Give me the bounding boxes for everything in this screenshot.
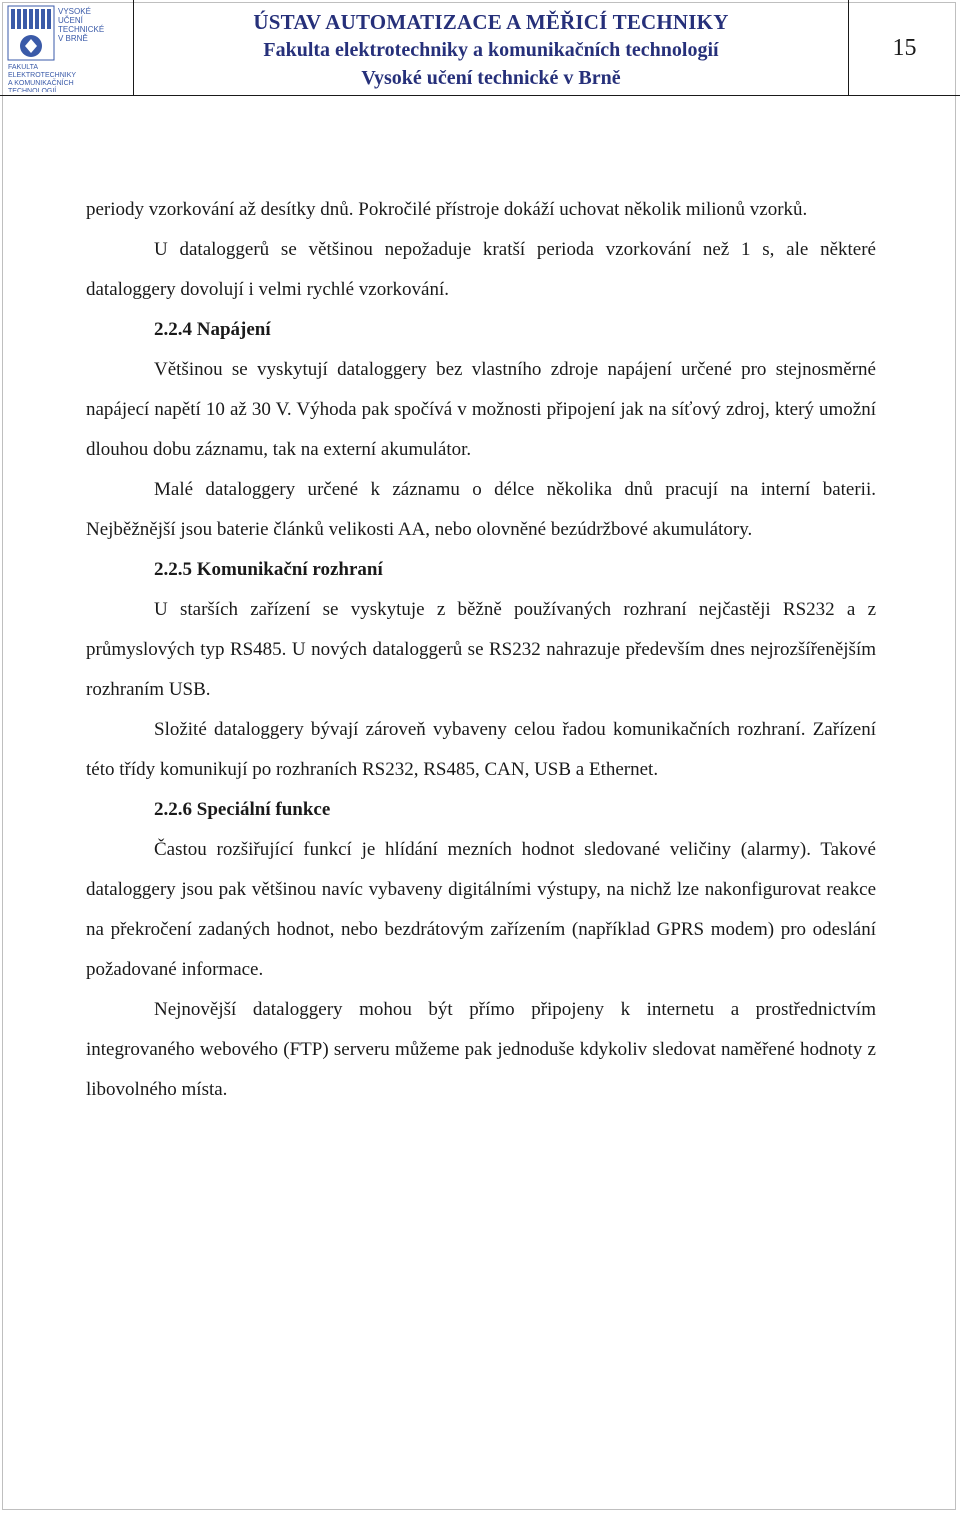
paragraph: Malé dataloggery určené k záznamu o délce několika dnů pracují na interní baterii. Nejběžnější jsou baterie článků velikosti AA, nebo olovněné bezúdržbové akumulátory. (86, 479, 876, 540)
logo-top-line-4: V BRNĚ (58, 34, 88, 43)
document-body (86, 190, 876, 1110)
university-logo (0, 0, 134, 96)
logo-top-line-3: TECHNICKÉ (58, 25, 105, 34)
section-heading-komunikacni-rozhrani: 2.2.5 Komunikační rozhraní (154, 559, 383, 580)
page-number: 15 (848, 0, 960, 96)
paragraph: Častou rozšiřující funkcí je hlídání mezních hodnot sledované veličiny (alarmy). Takové dataloggery jsou pak většinou navíc vybaveny digitálními výstupy, na nichž lze nakonfigurovat reakce na překročení zadaných hodnot, nebo bezdrátovým zařízením (například GPRS modem) pro odeslání požadované informace. (86, 839, 876, 980)
logo-graphic (6, 4, 128, 92)
logo-top-line-1: VYSOKÉ (58, 7, 91, 16)
institute-name: ÚSTAV AUTOMATIZACE A MĚŘICÍ TECHNIKY (253, 10, 729, 34)
university-name: Vysoké učení technické v Brně (361, 67, 621, 89)
logo-bottom-line-1: FAKULTA (8, 64, 39, 71)
page-header (0, 0, 960, 96)
header-titles (134, 8, 848, 92)
section-heading-napajeni: 2.2.4 Napájení (154, 319, 271, 340)
logo-bottom-line-3: A KOMUNIKAČNÍCH (8, 80, 74, 87)
section-heading-specialni-funkce: 2.2.6 Speciální funkce (154, 799, 331, 820)
paragraph: U starších zařízení se vyskytuje z běžně používaných rozhraní nejčastěji RS232 a z průmyslových typ RS485. U nových dataloggerů se RS232 nahrazuje především dnes nejrozšířenějším rozhraním USB. (86, 599, 876, 700)
logo-top-line-2: UČENÍ (58, 16, 83, 25)
paragraph: U dataloggerů se většinou nepožaduje kratší perioda vzorkování než 1 s, ale některé dataloggery dovolují i velmi rychlé vzorkování. (86, 239, 876, 300)
faculty-name: Fakulta elektrotechniky a komunikačních technologií (263, 39, 719, 61)
paragraph: Většinou se vyskytují dataloggery bez vlastního zdroje napájení určené pro stejnosměrné napájecí napětí 10 až 30 V. Výhoda pak spočívá v možnosti připojení jak na síťový zdroj, který umožní dlouhou dobu záznamu, tak na externí akumulátor. (86, 359, 876, 460)
logo-bottom-line-2: ELEKTROTECHNIKY (8, 72, 77, 79)
logo-bottom-line-4: TECHNOLOGIÍ (8, 88, 57, 92)
paragraph: Složité dataloggery bývají zároveň vybaveny celou řadou komunikačních rozhraní. Zařízení této třídy komunikují po rozhraních RS232, RS485, CAN, USB a Ethernet. (86, 719, 876, 780)
paragraph: Nejnovější dataloggery mohou být přímo připojeny k internetu a prostřednictvím integrovaného webového (FTP) serveru můžeme pak jednoduše kdykoliv sledovat naměřené hodnoty z libovolného místa. (86, 999, 876, 1100)
paragraph: periody vzorkování až desítky dnů. Pokročilé přístroje dokáží uchovat několik milionů vzorků. (86, 199, 808, 220)
